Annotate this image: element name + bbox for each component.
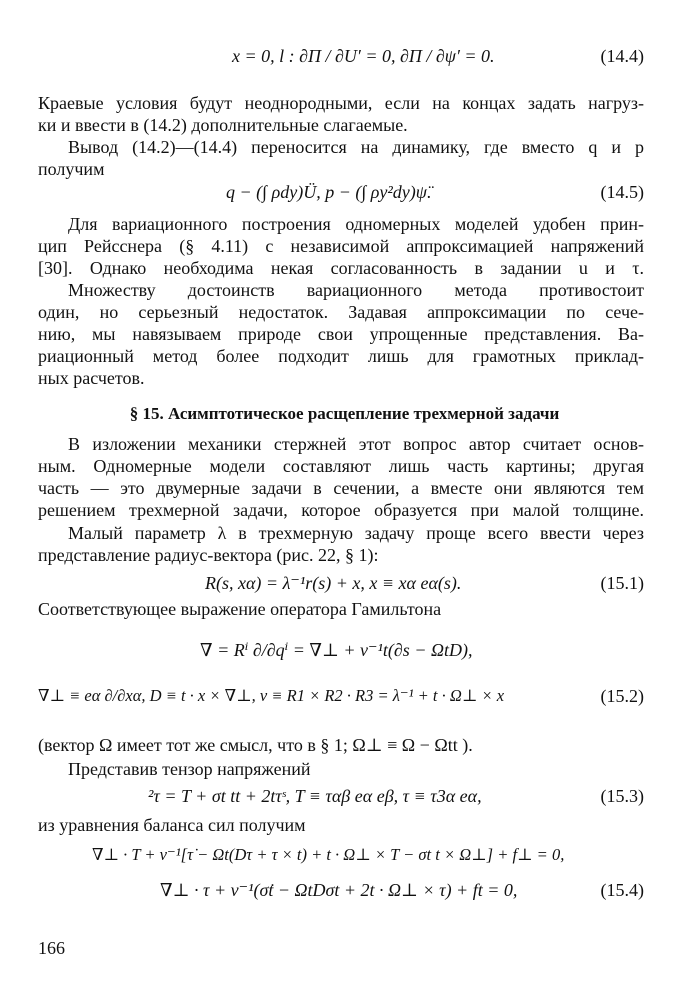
equation-text: R(s, xα) = λ⁻¹r(s) + x, x ≡ xα eα(s). [205, 573, 462, 593]
equation-text: ∇ = Rⁱ ∂/∂qⁱ = ∇⊥ + v⁻¹t(∂s − ΩtD), [200, 640, 473, 660]
section-heading: § 15. Асимптотическое расщепление трехмерной задачи [129, 404, 560, 423]
equation-14-5 [226, 180, 431, 204]
equation-number: (15.2) [600, 686, 644, 706]
equation-15-3 [148, 784, 482, 808]
text-line: один, но серьезный недостаток. Задавая аппроксимации по сече- [38, 302, 644, 322]
text-line: Представив тензор напряжений [68, 759, 311, 779]
text-line: (вектор Ω имеет тот же смысл, что в § 1; Ω⊥ ≡ Ω − Ωtt ). [38, 735, 473, 755]
text-line: Множеству достоинств вариационного метода противостоит [68, 280, 644, 300]
text-line: представление радиус-вектора (рис. 22, § 1): [38, 545, 379, 565]
equation-text: ∇⊥ ≡ eα ∂/∂xα, D ≡ t · x × ∇⊥, v ≡ R1 × R2 · R3 = λ⁻¹ + t · Ω⊥ × x [38, 686, 505, 705]
equation-number: (15.1) [600, 573, 644, 593]
equation-15-1 [205, 571, 461, 595]
equation-hamilton [200, 638, 472, 662]
text-line: ных расчетов. [38, 368, 145, 388]
text-line: решением трехмерной задачи, которое образуется при малой толщине. [38, 500, 644, 520]
equation-text: ∇⊥ · T + v⁻¹[τ̇ − Ωt(Dτ + τ × t) + t · Ω⊥ × T − σt t × Ω⊥] + f⊥ = 0, [92, 845, 565, 864]
text-line: Соответствующее выражение оператора Гамильтона [38, 599, 442, 619]
text-line: ным. Одномерные модели составляют лишь часть картины; другая [38, 456, 644, 476]
equation-number: (15.3) [600, 786, 644, 806]
equation-balance-1 [92, 843, 564, 867]
equation-number: (15.4) [600, 880, 644, 900]
equation-text: x = 0, l : ∂Π / ∂U′ = 0, ∂Π / ∂ψ′ = 0. [232, 46, 495, 66]
text-line: Для вариационного построения одномерных моделей удобен прин- [68, 214, 644, 234]
equation-15-2 [38, 684, 504, 708]
equation-number: (14.5) [600, 182, 644, 202]
equation-number: (14.4) [600, 46, 644, 66]
equation-15-4 [160, 878, 517, 902]
text-line: В изложении механики стержней этот вопрос автор считает основ- [68, 434, 644, 454]
text-line: получим [38, 159, 105, 179]
text-line: Краевые условия будут неоднородными, если на концах задать нагруз- [38, 93, 644, 113]
text-line: Вывод (14.2)—(14.4) переносится на динамику, где вместо q и p [68, 137, 644, 157]
equation-text: ∇⊥ · τ + v⁻¹(σ̇t − ΩtDσt + 2t · Ω⊥ × τ) + ft = 0, [160, 880, 518, 900]
text-line: Малый параметр λ в трехмерную задачу проще всего ввести через [68, 523, 644, 543]
text-line: риационный метод более подходит лишь для грамотных приклад- [38, 346, 644, 366]
text-line: нию, мы навязываем природе свои упрощенные представления. Ва- [38, 324, 644, 344]
text-line: часть — это двумерные задачи в сечении, а вместе они являются тем [38, 478, 644, 498]
text-line: [30]. Однако необходима некая согласованность в задании u и τ. [38, 258, 644, 278]
text-line: ки и ввести в (14.2) дополнительные слагаемые. [38, 115, 408, 135]
equation-14-4 [232, 44, 495, 68]
page-number: 166 [38, 938, 65, 958]
equation-text: ²τ = T + σt tt + 2tτˢ, T ≡ ταβ eα eβ, τ ≡ τ3α eα, [148, 786, 482, 806]
text-line: цип Рейсснера (§ 4.11) с независимой аппроксимацией напряжений [38, 236, 644, 256]
text-line: из уравнения баланса сил получим [38, 815, 306, 835]
equation-text: q − (∫ ρdy)Ü, p − (∫ ρy²dy)ψ̈. [226, 182, 432, 202]
